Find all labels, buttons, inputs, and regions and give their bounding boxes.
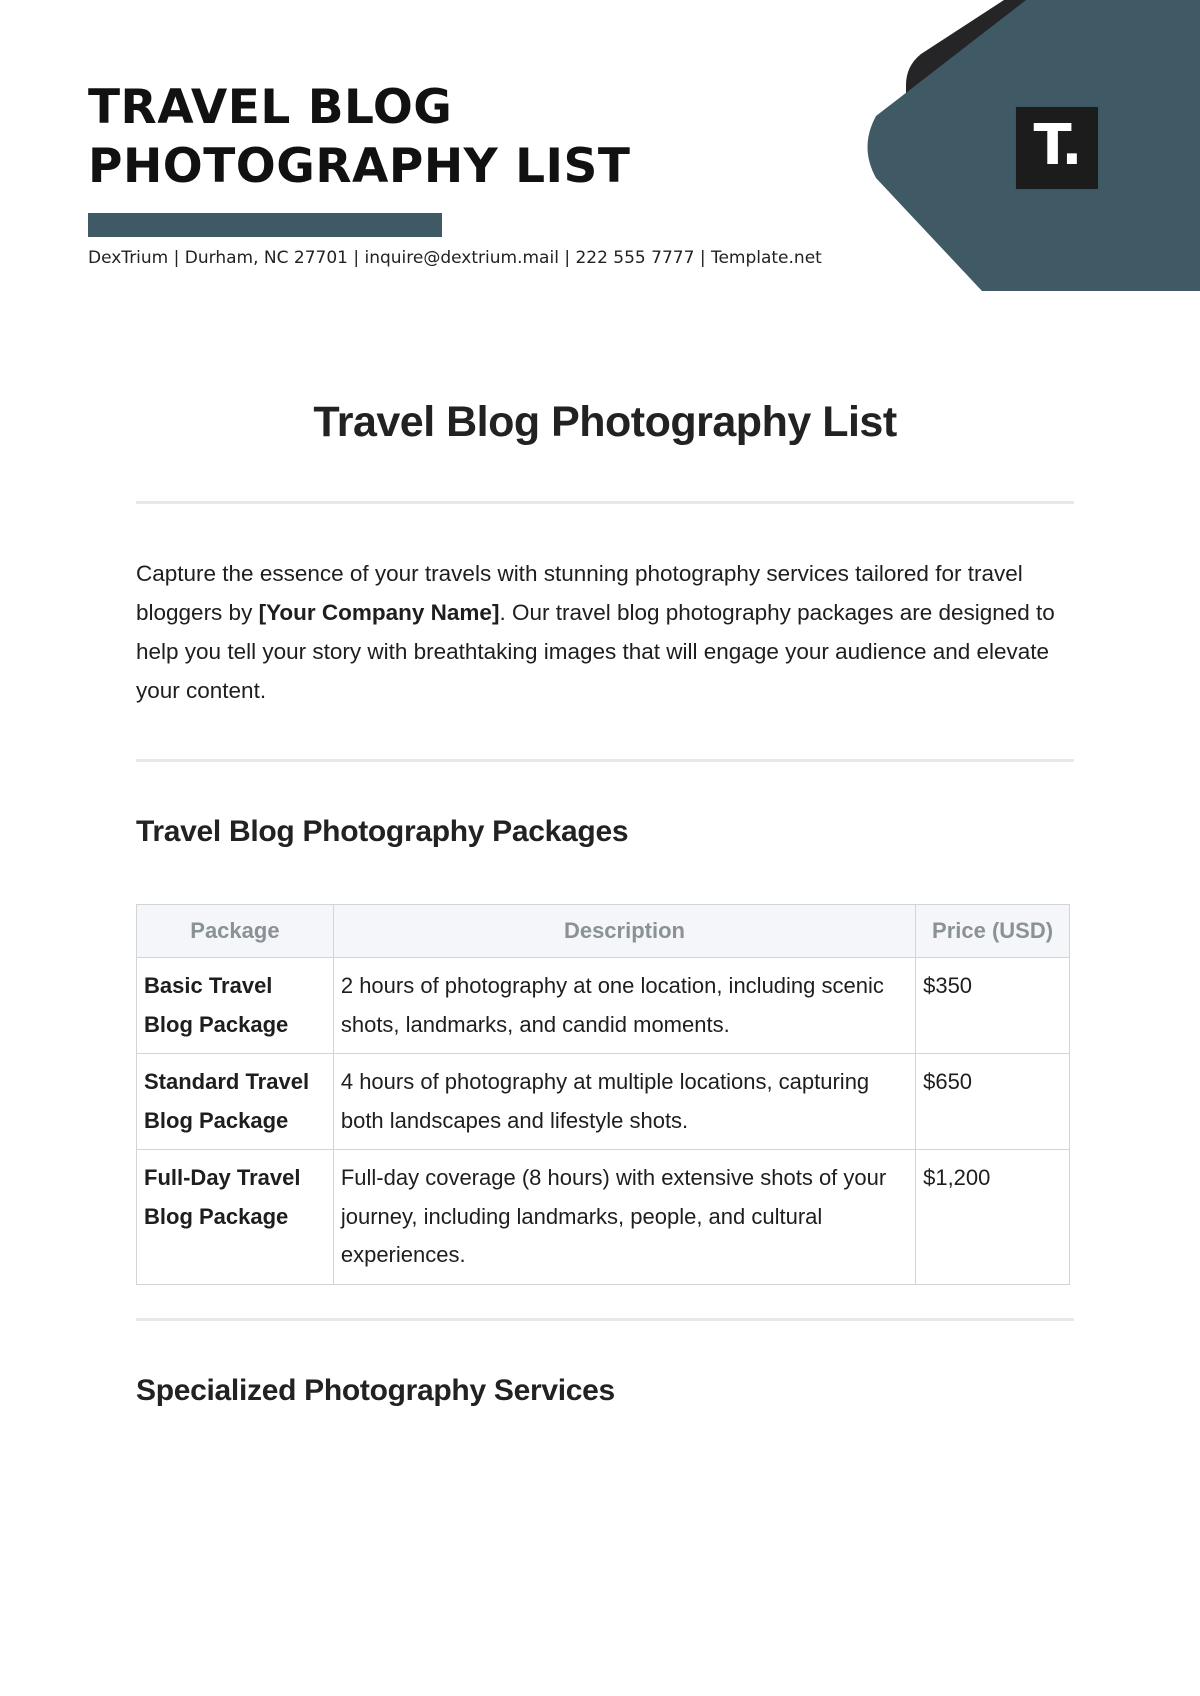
logo-text: T.: [1033, 113, 1081, 178]
package-description: 2 hours of photography at one location, including scenic shots, landmarks, and candid moments.: [333, 958, 915, 1054]
intro-paragraph: [136, 554, 1072, 710]
logo-badge: [1014, 105, 1100, 191]
package-price: $1,200: [916, 1150, 1070, 1285]
package-name: Full-Day Travel Blog Package: [137, 1150, 334, 1285]
company-name-placeholder: [Your Company Name]: [258, 600, 500, 625]
intro-text-2: . Our travel blog photography packages are designed to help you tell your story with breathtaking images that will engage your audience and elevate your content.: [136, 600, 1055, 703]
divider: [136, 759, 1074, 762]
column-header-price: Price (USD): [916, 905, 1070, 958]
table-row: [137, 958, 1070, 1054]
divider: [136, 501, 1074, 504]
package-price: $650: [916, 1054, 1070, 1150]
packages-table: [136, 904, 1070, 1285]
column-header-package: Package: [137, 905, 334, 958]
divider: [136, 1318, 1074, 1321]
accent-bar: [88, 213, 442, 237]
package-name: Basic Travel Blog Package: [137, 958, 334, 1054]
table-header-row: [137, 905, 1070, 958]
brand-title: [88, 78, 630, 196]
package-price: $350: [916, 958, 1070, 1054]
package-description: 4 hours of photography at multiple locations, capturing both landscapes and lifestyle shots.: [333, 1054, 915, 1150]
table-row: [137, 1150, 1070, 1285]
brand-title-line-1: TRAVEL BLOG: [88, 80, 453, 135]
specialized-services-heading: Specialized Photography Services: [136, 1374, 615, 1407]
brand-title-line-2: PHOTOGRAPHY LIST: [88, 139, 631, 194]
packages-heading: Travel Blog Photography Packages: [136, 815, 629, 848]
package-description: Full-day coverage (8 hours) with extensive shots of your journey, including landmarks, people, and cultural experiences.: [333, 1150, 915, 1285]
document-title: Travel Blog Photography List: [313, 398, 897, 446]
table-row: [137, 1054, 1070, 1150]
contact-line: DexTrium | Durham, NC 27701 | inquire@dextrium.mail | 222 555 7777 | Template.net: [88, 248, 822, 268]
intro-text-1: Capture the essence of your travels with stunning photography services tailored for travel bloggers by: [136, 561, 1023, 625]
column-header-description: Description: [333, 905, 915, 958]
package-name: Standard Travel Blog Package: [137, 1054, 334, 1150]
